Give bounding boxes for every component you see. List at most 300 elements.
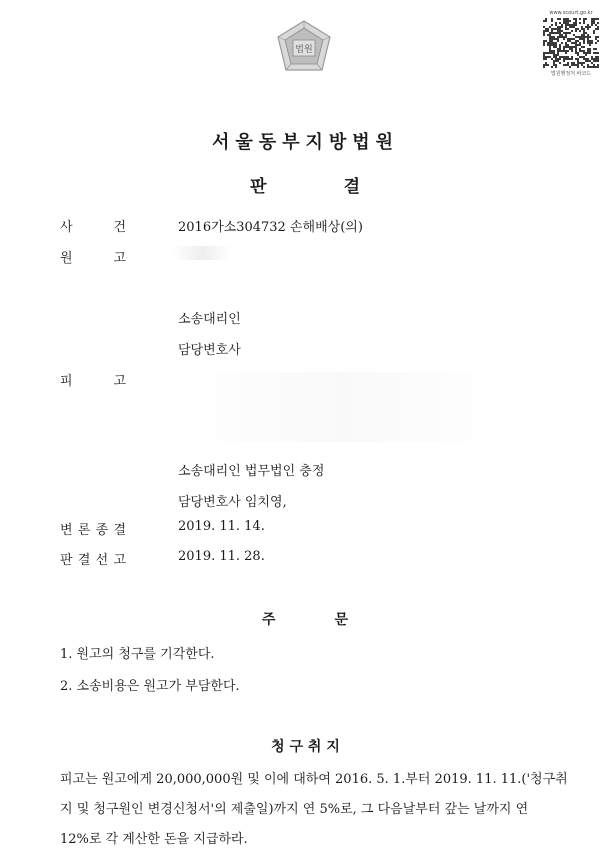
qr-module (547, 64, 549, 66)
doc-title-char: 결 (343, 177, 360, 197)
qr-module (555, 24, 557, 26)
qr-module (595, 36, 597, 38)
qr-module (569, 46, 571, 48)
qr-module (589, 52, 591, 54)
qr-module (563, 22, 565, 24)
case-number: 2016가소304732 손해배상(의) (178, 220, 363, 235)
qr-module (555, 22, 557, 24)
qr-module (593, 20, 595, 22)
qr-module (593, 48, 595, 50)
qr-module (549, 36, 551, 38)
qr-module (543, 34, 545, 36)
qr-module (591, 58, 593, 60)
label-plaintiff (60, 247, 126, 266)
qr-module (547, 56, 549, 58)
qr-module (565, 50, 567, 52)
qr-module (549, 46, 551, 48)
qr-module (579, 30, 581, 32)
qr-module (585, 32, 587, 34)
qr-module (587, 38, 589, 40)
qr-module (545, 58, 547, 60)
qr-module (591, 18, 593, 20)
order-title-char: 주 (262, 612, 276, 628)
qr-module (549, 56, 551, 58)
qr-module (597, 18, 599, 20)
qr-module (583, 66, 585, 68)
qr-module (587, 64, 589, 66)
qr-module (569, 26, 571, 28)
label-char: 론 (77, 523, 91, 538)
qr-module (593, 18, 595, 20)
qr-module (551, 50, 553, 52)
qr-caption: 법원행정처 바코드 (550, 71, 592, 77)
qr-module (547, 28, 549, 30)
qr-module (565, 28, 567, 30)
qr-module (555, 66, 557, 68)
plaintiff-agent-label: 소송대리인 (178, 312, 241, 327)
qr-module (587, 34, 589, 36)
qr-module (571, 50, 573, 52)
qr-module (577, 44, 579, 46)
claim-title: 청 구 취 지 (271, 739, 340, 755)
qr-module (551, 38, 553, 40)
qr-module (563, 18, 565, 20)
qr-module (591, 42, 593, 44)
qr-module (551, 28, 553, 30)
order-title-char: 문 (334, 612, 348, 628)
qr-code-block (540, 10, 602, 76)
qr-module (555, 60, 557, 62)
qr-module (583, 36, 585, 38)
qr-module (551, 18, 553, 20)
qr-module (557, 52, 559, 54)
qr-module (573, 46, 575, 48)
qr-module (575, 40, 577, 42)
qr-module (589, 66, 591, 68)
qr-module (573, 26, 575, 28)
qr-module (571, 42, 573, 44)
qr-module (571, 46, 573, 48)
qr-module (589, 48, 591, 50)
qr-module (549, 48, 551, 50)
qr-module (597, 58, 599, 60)
qr-module (563, 64, 565, 66)
qr-module (557, 26, 559, 28)
qr-module (563, 48, 565, 50)
qr-module (559, 18, 561, 20)
qr-module (553, 52, 555, 54)
qr-module (551, 44, 553, 46)
qr-module (563, 46, 565, 48)
plaintiff-lawyer-label: 담당변호사 (178, 343, 241, 358)
label-char: 변 (60, 523, 73, 538)
qr-module (555, 58, 557, 60)
qr-module (579, 56, 581, 58)
qr-module (575, 30, 577, 32)
qr-module (559, 48, 561, 50)
qr-module (573, 38, 575, 40)
order-item-1: 1. 원고의 청구를 기각한다. (60, 647, 215, 662)
qr-module (545, 18, 547, 20)
qr-module (545, 20, 547, 22)
qr-module (553, 50, 555, 52)
qr-module (551, 40, 553, 42)
qr-module (559, 22, 561, 24)
qr-module (573, 62, 575, 64)
qr-module (559, 62, 561, 64)
qr-module (561, 30, 563, 32)
qr-module (585, 36, 587, 38)
qr-module (557, 30, 559, 32)
qr-module (587, 48, 589, 50)
qr-module (573, 18, 575, 20)
qr-module (579, 48, 581, 50)
qr-module (567, 32, 569, 34)
qr-module (555, 54, 557, 56)
qr-module (583, 28, 585, 30)
qr-module (551, 66, 553, 68)
qr-module (581, 50, 583, 52)
qr-module (595, 52, 597, 54)
label-char: 고 (113, 251, 126, 266)
qr-module (571, 30, 573, 32)
qr-module (549, 32, 551, 34)
qr-module (549, 50, 551, 52)
qr-module (595, 28, 597, 30)
qr-module (551, 32, 553, 34)
qr-module (581, 34, 583, 36)
qr-module (589, 50, 591, 52)
qr-module (583, 20, 585, 22)
qr-module (577, 58, 579, 60)
qr-module (549, 52, 551, 54)
qr-module (581, 26, 583, 28)
qr-module (569, 20, 571, 22)
qr-module (583, 50, 585, 52)
qr-module (543, 32, 545, 34)
qr-module (591, 24, 593, 26)
qr-module (543, 42, 545, 44)
qr-module (581, 64, 583, 66)
qr-module (593, 64, 595, 66)
qr-module (581, 36, 583, 38)
qr-module (597, 40, 599, 42)
qr-module (593, 30, 595, 32)
qr-module (597, 28, 599, 30)
qr-module (543, 44, 545, 46)
qr-module (565, 32, 567, 34)
claim-line-1: 피고는 원고에게 20,000,000원 및 이에 대하여 2016. 5. 1.부터 2019. 11. 11.('청구취 (60, 772, 568, 787)
qr-module (595, 42, 597, 44)
qr-module (583, 18, 585, 20)
qr-code-image (543, 18, 599, 68)
qr-module (563, 20, 565, 22)
qr-module (559, 44, 561, 46)
qr-module (551, 58, 553, 60)
defendant-lawyer: 담당변호사 임치영, (178, 495, 287, 510)
qr-module (585, 52, 587, 54)
qr-module (591, 22, 593, 24)
qr-module (567, 18, 569, 20)
qr-module (559, 56, 561, 58)
doc-title-char: 판 (250, 177, 267, 197)
label-char: 원 (60, 251, 73, 266)
label-char: 결 (77, 553, 91, 568)
qr-module (583, 58, 585, 60)
qr-module (593, 22, 595, 24)
qr-module (577, 62, 579, 64)
qr-module (567, 38, 569, 40)
qr-module (563, 38, 565, 40)
qr-module (557, 60, 559, 62)
qr-module (555, 32, 557, 34)
qr-module (583, 56, 585, 58)
qr-module (565, 56, 567, 58)
qr-module (575, 48, 577, 50)
qr-module (565, 64, 567, 66)
qr-module (543, 56, 545, 58)
qr-module (589, 42, 591, 44)
qr-module (569, 58, 571, 60)
qr-module (577, 52, 579, 54)
qr-module (571, 26, 573, 28)
qr-module (587, 28, 589, 30)
qr-module (551, 42, 553, 44)
qr-module (597, 56, 599, 58)
qr-module (575, 36, 577, 38)
qr-module (551, 36, 553, 38)
qr-module (567, 58, 569, 60)
qr-module (549, 42, 551, 44)
qr-module (593, 52, 595, 54)
qr-module (551, 20, 553, 22)
qr-module (567, 62, 569, 64)
qr-module (583, 46, 585, 48)
qr-module (557, 48, 559, 50)
qr-module (591, 66, 593, 68)
qr-module (593, 58, 595, 60)
qr-module (571, 62, 573, 64)
qr-module (553, 44, 555, 46)
qr-module (579, 42, 581, 44)
court-name: 서울동부지방법원 (211, 132, 400, 153)
qr-module (565, 44, 567, 46)
qr-module (561, 26, 563, 28)
qr-module (571, 48, 573, 50)
qr-module (575, 18, 577, 20)
qr-module (543, 20, 545, 22)
qr-module (595, 24, 597, 26)
qr-module (567, 28, 569, 30)
qr-module (567, 56, 569, 58)
qr-module (553, 42, 555, 44)
qr-module (545, 28, 547, 30)
qr-module (549, 40, 551, 42)
qr-module (547, 30, 549, 32)
label-char: 종 (95, 523, 109, 538)
label-char: 사 (60, 220, 73, 235)
qr-module (591, 20, 593, 22)
qr-module (577, 60, 579, 62)
qr-module (547, 42, 549, 44)
qr-module (551, 24, 553, 26)
qr-module (565, 36, 567, 38)
qr-module (567, 40, 569, 42)
qr-module (591, 56, 593, 58)
qr-module (565, 46, 567, 48)
qr-module (559, 58, 561, 60)
qr-module (579, 62, 581, 64)
qr-module (567, 50, 569, 52)
qr-module (543, 58, 545, 60)
claim-line-3: 12%로 각 계산한 돈을 지급하라. (60, 832, 248, 847)
qr-module (559, 46, 561, 48)
qr-module (587, 24, 589, 26)
qr-module (563, 50, 565, 52)
qr-module (567, 44, 569, 46)
qr-module (553, 62, 555, 64)
qr-module (583, 34, 585, 36)
document-title (250, 172, 360, 197)
qr-module (587, 50, 589, 52)
redacted-plaintiff-name (172, 246, 232, 260)
qr-module (597, 52, 599, 54)
qr-module (569, 32, 571, 34)
qr-module (577, 28, 579, 30)
qr-module (557, 50, 559, 52)
qr-module (587, 26, 589, 28)
qr-module (563, 56, 565, 58)
claim-line-2: 지 및 청구원인 변경신청서'의 제출일)까지 연 5%로, 그 다음날부터 갚는 날까지 연 (60, 802, 529, 817)
qr-module (597, 26, 599, 28)
qr-module (575, 64, 577, 66)
qr-module (567, 46, 569, 48)
qr-module (565, 20, 567, 22)
qr-module (587, 66, 589, 68)
qr-module (557, 54, 559, 56)
qr-module (557, 36, 559, 38)
qr-module (557, 18, 559, 20)
label-char: 고 (113, 553, 126, 568)
qr-module (561, 24, 563, 26)
qr-module (597, 36, 599, 38)
qr-module (565, 18, 567, 20)
qr-module (573, 42, 575, 44)
qr-module (567, 24, 569, 26)
qr-module (551, 30, 553, 32)
qr-module (543, 66, 545, 68)
qr-module (563, 32, 565, 34)
qr-module (587, 42, 589, 44)
qr-module (571, 38, 573, 40)
qr-module (555, 28, 557, 30)
qr-module (565, 52, 567, 54)
qr-module (555, 42, 557, 44)
qr-module (555, 64, 557, 66)
label-char: 판 (60, 553, 73, 568)
qr-module (571, 64, 573, 66)
qr-module (559, 36, 561, 38)
qr-module (573, 64, 575, 66)
qr-module (553, 64, 555, 66)
qr-module (547, 44, 549, 46)
qr-module (547, 34, 549, 36)
qr-module (555, 38, 557, 40)
qr-module (559, 26, 561, 28)
qr-module (581, 62, 583, 64)
qr-module (543, 26, 545, 28)
qr-module (591, 40, 593, 42)
qr-module (557, 28, 559, 30)
qr-module (547, 52, 549, 54)
qr-module (587, 60, 589, 62)
qr-module (597, 22, 599, 24)
qr-module (575, 20, 577, 22)
qr-module (595, 38, 597, 40)
redacted-defendant-info (172, 372, 512, 442)
qr-module (567, 22, 569, 24)
qr-module (567, 64, 569, 66)
qr-module (545, 30, 547, 32)
qr-module (553, 46, 555, 48)
qr-module (545, 62, 547, 64)
qr-module (579, 18, 581, 20)
qr-module (587, 52, 589, 54)
qr-module (559, 30, 561, 32)
qr-module (553, 32, 555, 34)
label-char: 결 (113, 523, 126, 538)
qr-module (583, 42, 585, 44)
qr-module (571, 58, 573, 60)
qr-module (589, 44, 591, 46)
qr-module (569, 40, 571, 42)
qr-module (595, 60, 597, 62)
emblem-text: 법원 (295, 45, 313, 55)
qr-module (545, 40, 547, 42)
qr-module (579, 38, 581, 40)
qr-url: www.scourt.go.kr (549, 10, 593, 16)
qr-module (583, 30, 585, 32)
qr-module (593, 66, 595, 68)
court-emblem (272, 18, 336, 78)
qr-module (543, 40, 545, 42)
qr-module (575, 58, 577, 60)
qr-module (579, 44, 581, 46)
judgment-date: 2019. 11. 28. (178, 549, 265, 564)
qr-module (553, 60, 555, 62)
qr-module (577, 36, 579, 38)
order-title (262, 609, 348, 629)
label-hearing-closed (60, 519, 126, 538)
qr-module (595, 18, 597, 20)
qr-module (583, 38, 585, 40)
qr-module (557, 32, 559, 34)
qr-module (563, 60, 565, 62)
qr-module (549, 34, 551, 36)
label-defendant (60, 370, 126, 389)
qr-module (553, 36, 555, 38)
qr-module (565, 58, 567, 60)
qr-module (577, 54, 579, 56)
qr-module (565, 42, 567, 44)
qr-module (573, 22, 575, 24)
defendant-agent: 소송대리인 법무법인 충정 (178, 464, 325, 479)
qr-module (589, 40, 591, 42)
qr-module (581, 28, 583, 30)
qr-module (551, 52, 553, 54)
qr-module (581, 38, 583, 40)
label-char: 건 (113, 220, 126, 235)
